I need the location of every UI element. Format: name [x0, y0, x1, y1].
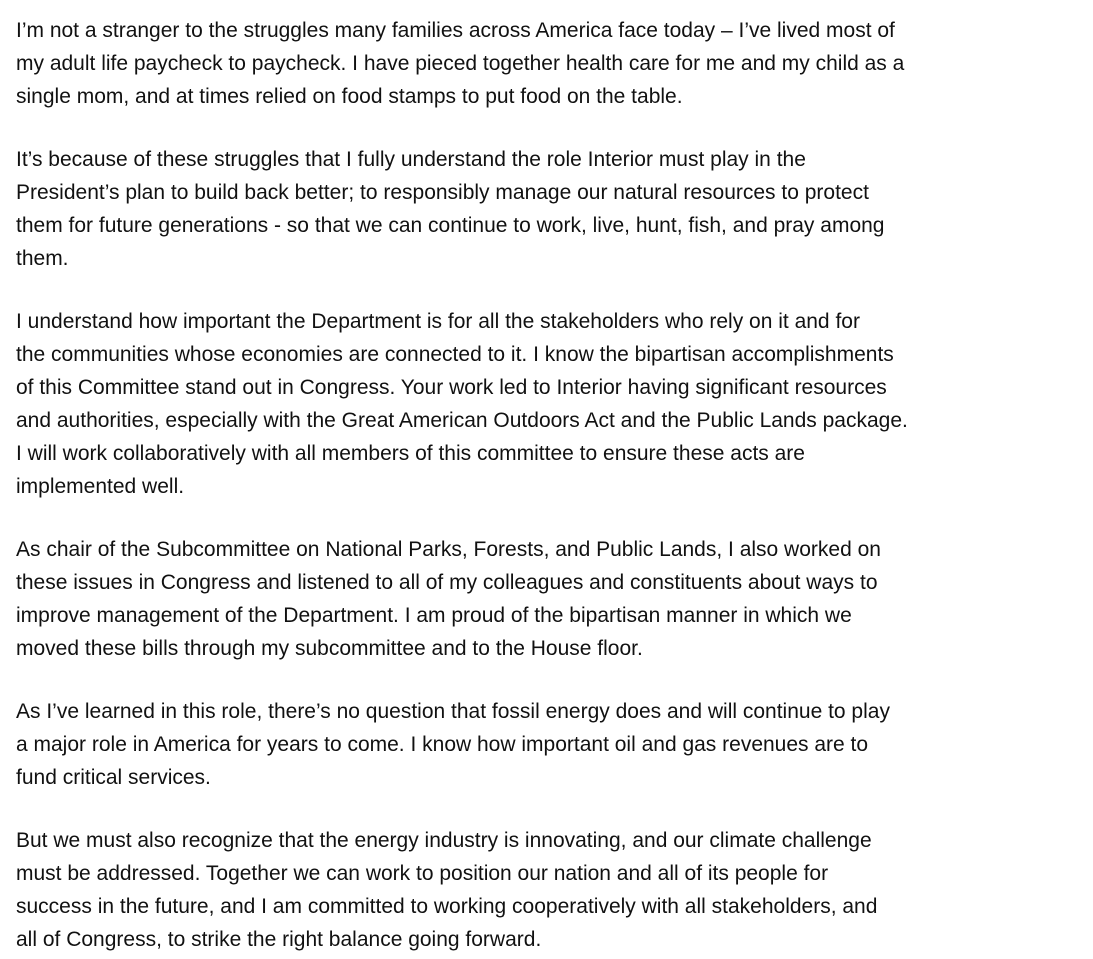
paragraph-6: But we must also recognize that the energy industry is innovating, and our climate challenge must be addressed. Together we can work to position our nation and all of its people for success in the future, and I am committed to working cooperatively with all stakeholders, and all of Congress, to strike the right balance going forward.: [16, 829, 878, 951]
paragraph-3: I understand how important the Department is for all the stakeholders who rely on it and for the communities whose economies are connected to it. I know the bipartisan accomplishments of this Committee stand out in Congress. Your work led to Interior having significant resources and authorities, especially with the Great American Outdoors Act and the Public Lands package. I will work collaboratively with all members of this committee to ensure these acts are implemented well.: [16, 310, 908, 498]
paragraph-5: As I’ve learned in this role, there’s no question that fossil energy does and will continue to play a major role in America for years to come. I know how important oil and gas revenues are to fund critical services.: [16, 700, 890, 789]
paragraph-1: I’m not a stranger to the struggles many families across America face today – I’ve lived most of my adult life paycheck to paycheck. I have pieced together health care for me and my child as a single mom, and at times relied on food stamps to put food on the table.: [16, 19, 905, 108]
paragraph-4: As chair of the Subcommittee on National Parks, Forests, and Public Lands, I also worked on these issues in Congress and listened to all of my colleagues and constituents about ways to improve management of the Department. I am proud of the bipartisan manner in which we moved these bills through my subcommittee and to the House floor.: [16, 538, 881, 660]
paragraph-2: It’s because of these struggles that I fully understand the role Interior must play in the President’s plan to build back better; to responsibly manage our natural resources to protect them for future generations - so that we can continue to work, live, hunt, fish, and pray among them.: [16, 148, 885, 270]
